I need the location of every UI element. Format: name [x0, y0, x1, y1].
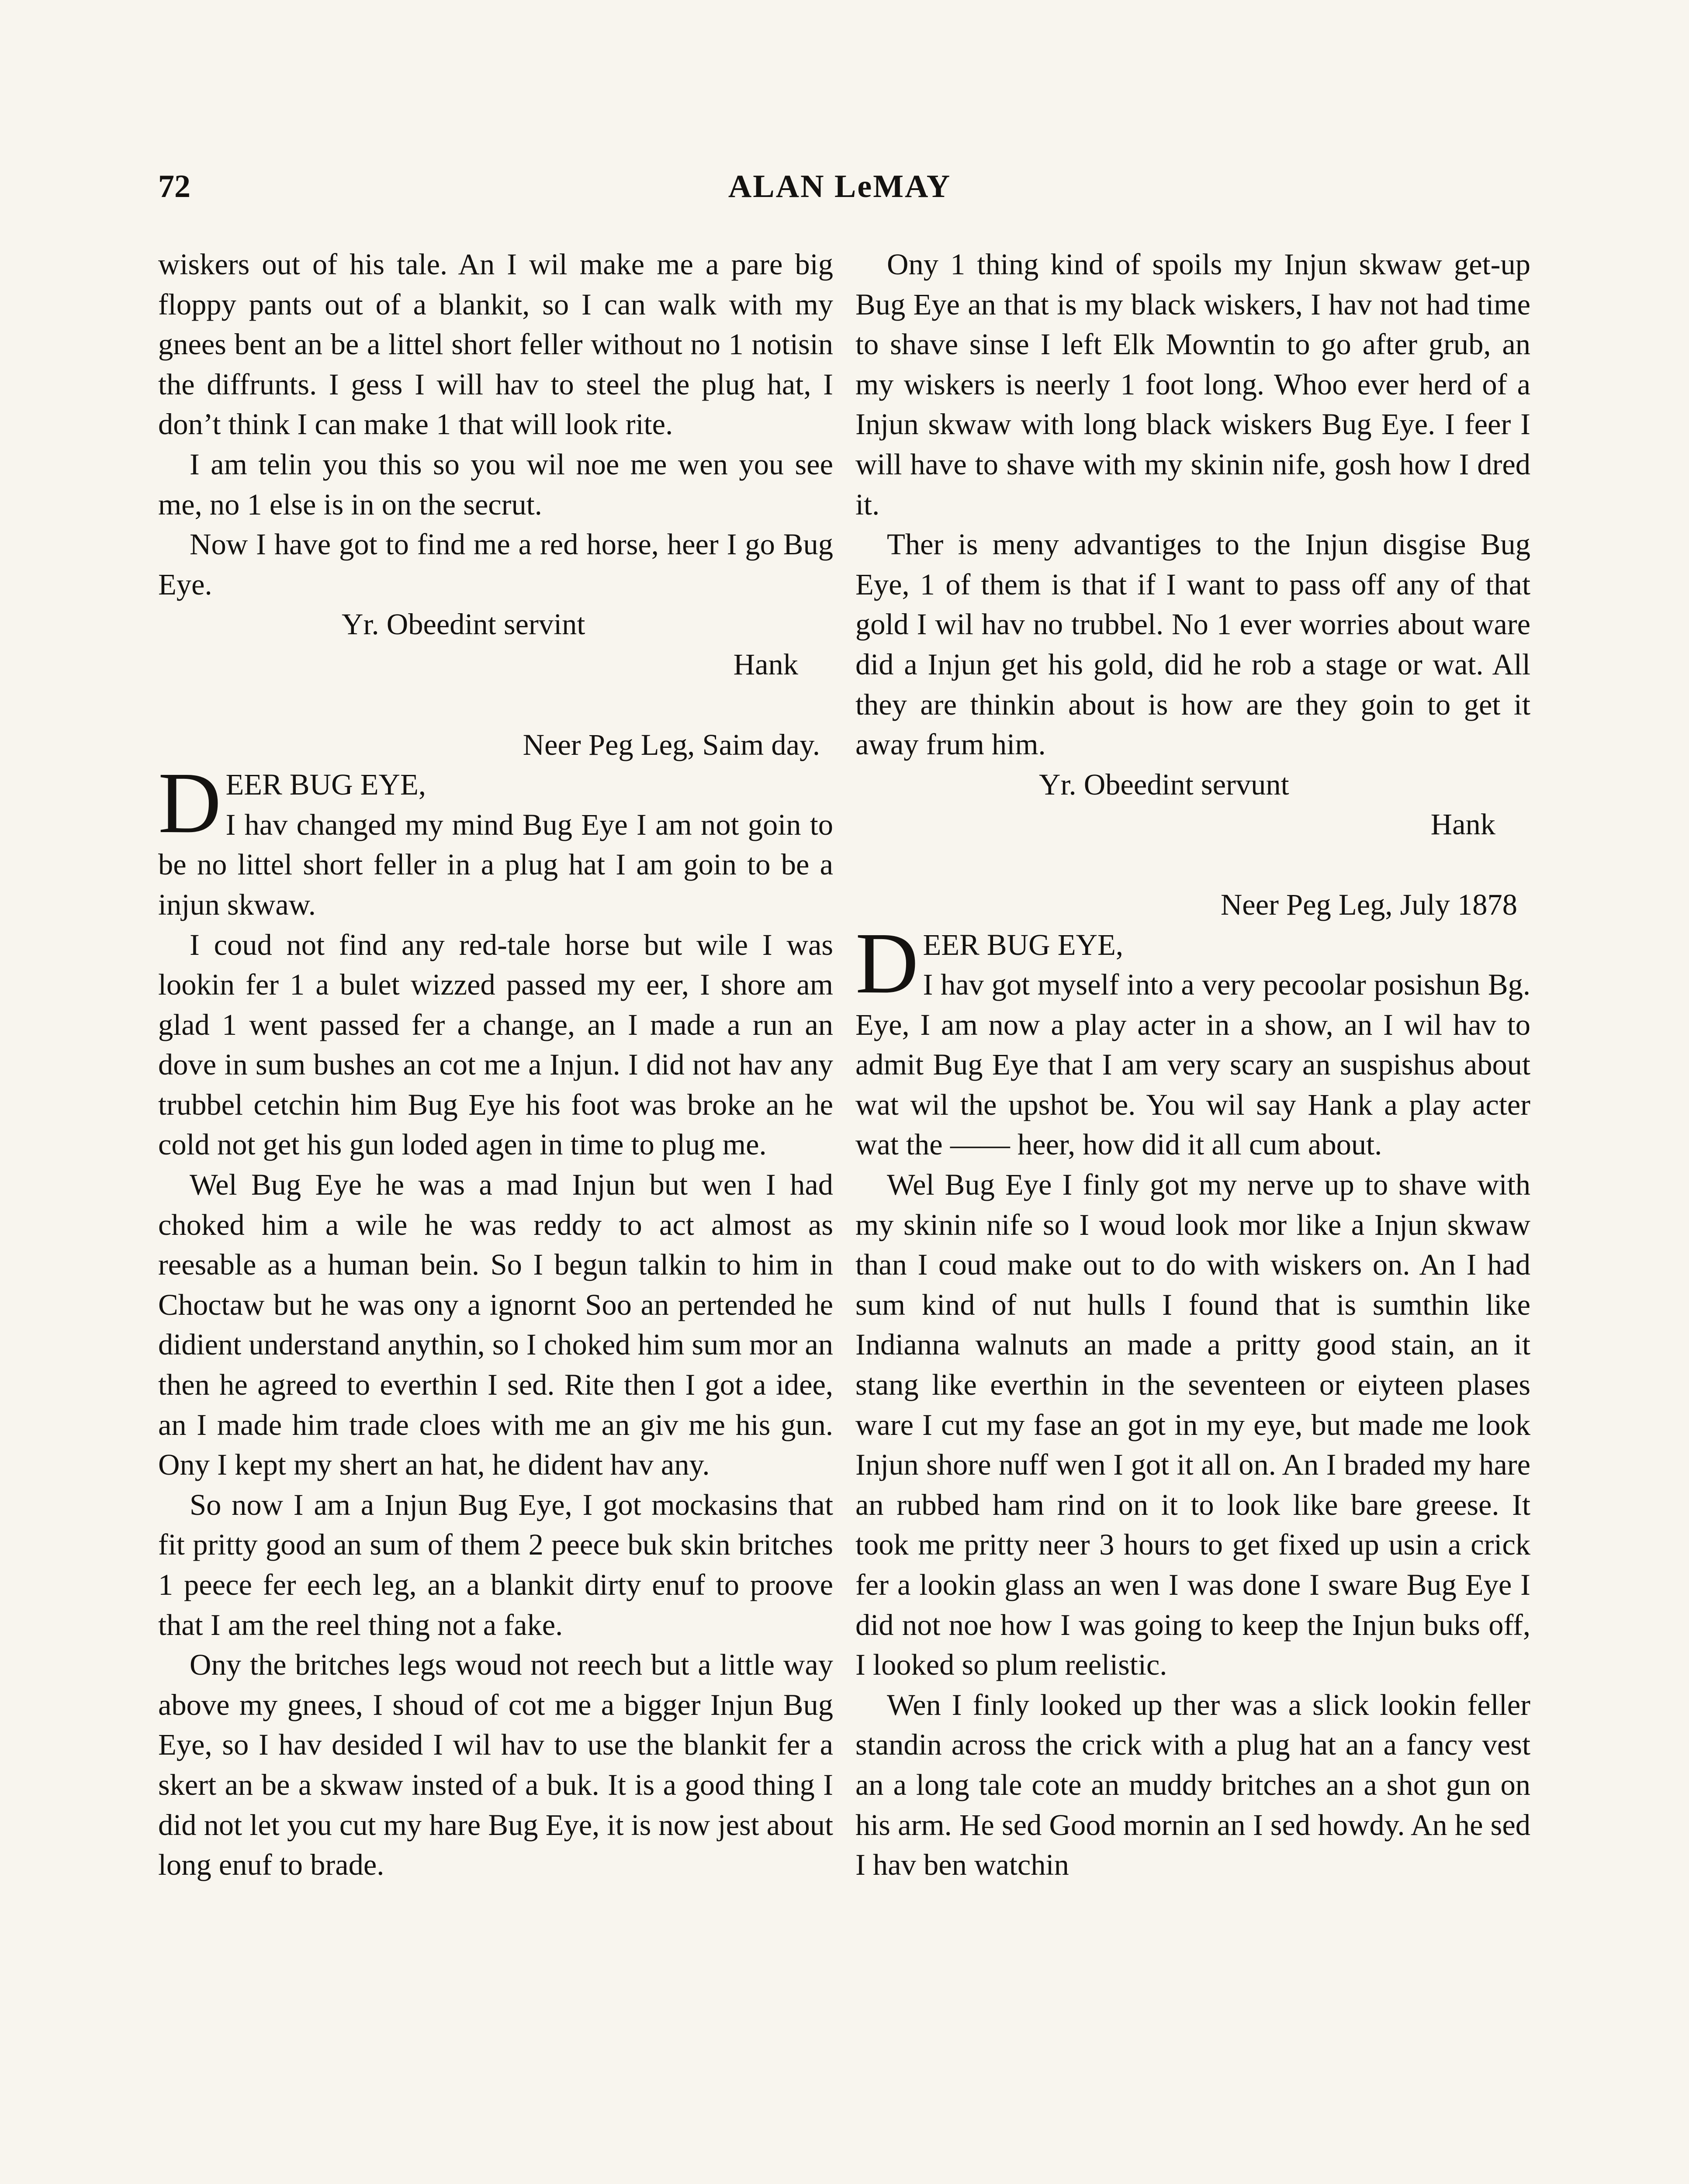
letter-salutation [158, 755, 833, 852]
drop-cap: D [855, 915, 919, 1012]
running-head: ALAN LeMAY [728, 169, 952, 204]
paragraph: I hav got myself into a very pecoolar posishun Bg. Eye, I am now a play acter in a show, an I wil hav to admit Bug Eye that I am very scary an suspishus about wat wil the upshot be. You wil say Hank a play acter wat the —— heer, how did it all cum about. [855, 968, 1530, 1161]
section-gap [855, 845, 1530, 885]
paragraph: Ony the britches legs woud not reech but a little way above my gnees, I shoud of cot me a bigger Injun Bug Eye, so I hav desided I wil hav to use the blankit fer a skert an be a skwaw insted of a buk. It is a good thing I did not let you cut my hare Bug Eye, it is now jest about long enuf to brade. [158, 1648, 833, 1882]
letter-dateline: Neer Peg Leg, July 1878 [1220, 888, 1517, 921]
paragraph: I am telin you this so you wil noe me wen you see me, no 1 else is in on the secrut. [158, 447, 833, 521]
salutation-text: EER BUG EYE, [923, 928, 1123, 961]
paragraph: Ther is meny advantiges to the Injun disgise Bug Eye, 1 of them is that if I want to pass off any of that gold I wil hav no trubbel. No 1 ever worries about ware did a Injun get his gold, did he rob a stage or wat. All they are thinkin about is how are they goin to get it away frum him. [855, 528, 1530, 761]
paragraph: Wel Bug Eye I finly got my nerve up to shave with my skinin nife so I woud look mor like a Injun skwaw than I coud make out to do with wiskers on. An I had sum kind of nut hulls I found that is sumthin like Indianna walnuts an made a pritty good stain, an it stang like everthin in the seventeen or eiyteen plases ware I cut my fase an got in my eye, but made me look Injun shore nuff wen I got it all on. An I braded my hare an rubbed ham rind on it to look like bare greese. It took me pritty neer 3 hours to get fixed up usin a crick fer a lookin glass an wen I was done I sware Bug Eye I did not noe how I was going to keep the Injun buks off, I looked so plum reelistic. [855, 1168, 1530, 1682]
page-number: 72 [158, 169, 190, 204]
salutation-text: EER BUG EYE, [225, 768, 426, 802]
paragraph: I hav changed my mind Bug Eye I am not goin to be no littel short feller in a plug hat I am goin to be a injun skwaw. [158, 808, 833, 921]
paragraph: Ony 1 thing kind of spoils my Injun skwaw get-up Bug Eye an that is my black wiskers, I hav not had time to shave sinse I left Elk Mowntin to go after grub, an my wiskers is neerly 1 foot long. Whoo ever herd of a Injun skwaw with long black wiskers Bug Eye. I feer I will have to shave with my skinin nife, gosh how I dred it. [855, 248, 1530, 521]
letter-dateline: Neer Peg Leg, Saim day. [523, 728, 820, 761]
paragraph: So now I am a Injun Bug Eye, I got mockasins that fit pritty good an sum of them 2 peece buk skin britches 1 peece fer eech leg, an a blankit dirty enuf to proove that I am the reel thing not a fake. [158, 1488, 833, 1641]
letter-signature: Hank [1430, 808, 1495, 841]
paragraph: Wel Bug Eye he was a mad Injun but wen I had choked him a wile he was reddy to act almost as reesable as a human bein. So I begun talkin to him in Choctaw but he was ony a ignornt Soo an pertended he didient understand anythin, so I choked him sum mor an then he agreed to everthin I sed. Rite then I got a idee, an I made him trade cloes with me an giv me his gun. Ony I kept my shert an hat, he dident hav any. [158, 1168, 833, 1482]
drop-cap: D [158, 755, 222, 852]
section-gap [158, 685, 833, 725]
paragraph: wiskers out of his tale. An I wil make me a pare big floppy pants out of a blankit, so I can walk with my gnees bent an be a littel short feller without no 1 notisin the diffrunts. I gess I will hav to steel the plug hat, I don’t think I can make 1 that will look rite. [158, 248, 833, 441]
letter-salutation [855, 915, 1530, 1012]
right-column [855, 245, 1530, 1885]
letter-closing: Yr. Obeedint servunt [1039, 767, 1289, 801]
page-header [158, 162, 1521, 211]
letter-signature: Hank [733, 647, 798, 681]
letter-closing: Yr. Obeedint servint [342, 608, 585, 641]
paragraph: I coud not find any red-tale horse but wile I was lookin fer 1 a bulet wizzed passed my eer, I shore am glad 1 went passed fer a change, an I made a run an dove in sum bushes an cot me a Injun. I did not hav any trubbel cetchin him Bug Eye his foot was broke an he cold not get his gun loded agen in time to plug me. [158, 928, 833, 1161]
left-column [158, 245, 833, 1885]
paragraph: Now I have got to find me a red horse, heer I go Bug Eye. [158, 528, 833, 601]
paragraph: Wen I finly looked up ther was a slick lookin feller standin across the crick with a plug hat an a fancy vest an a long tale cote an muddy britches an a shot gun on his arm. He sed Good mornin an I sed howdy. An he sed I hav ben watchin [855, 1688, 1530, 1882]
